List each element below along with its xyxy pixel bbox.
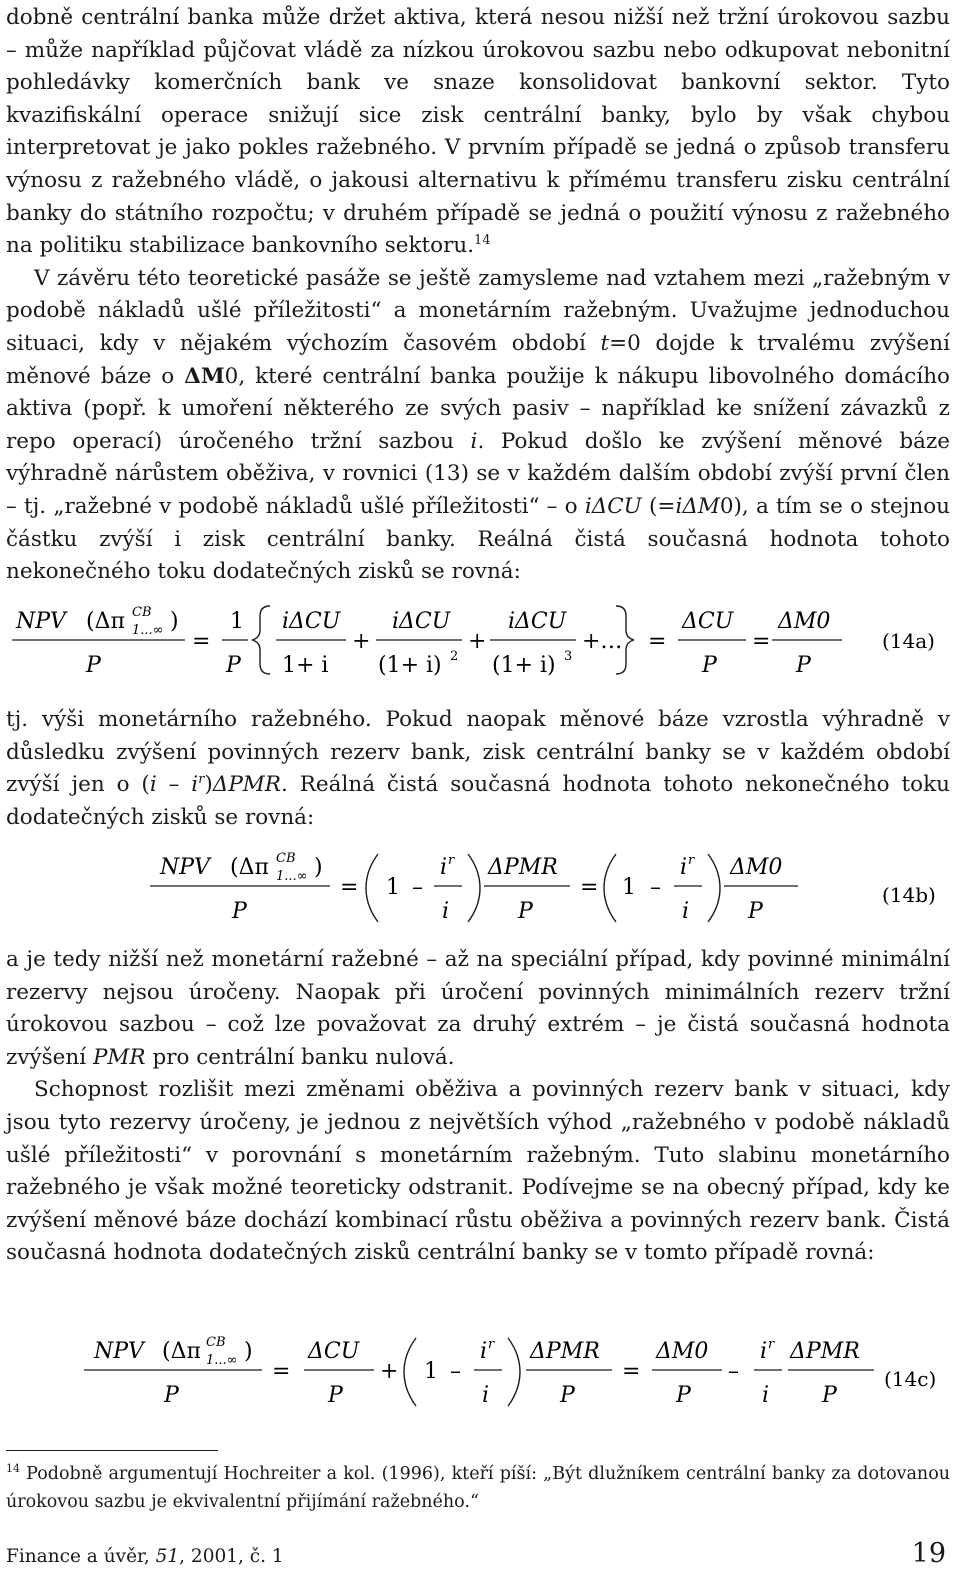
body-text-block-3 <box>6 944 950 1270</box>
var-r-sup: r <box>198 772 205 788</box>
var-i-2: i <box>149 772 157 798</box>
eq14c-npv: NPV <box>94 1339 144 1364</box>
eq14a-num-2: iΔCU <box>392 609 451 634</box>
eq14c-label: (14c) <box>884 1367 937 1391</box>
eq14b-dm0: ΔM0 <box>730 855 783 880</box>
var-t: t <box>600 330 610 356</box>
eq14b-eq-2: = <box>580 875 599 900</box>
eq14c-one: 1 <box>424 1359 438 1384</box>
eq14a-exp-2: 2 <box>450 649 459 664</box>
eq14a-p-2: P <box>226 653 241 678</box>
eq14b-sup: CB <box>276 851 296 866</box>
eq14c-dpmr-2: ΔPMR <box>790 1339 860 1364</box>
page-number: 19 <box>911 1538 946 1569</box>
eq14c-p-4: P <box>676 1383 691 1408</box>
eq14c-sub: 1...∞ <box>206 1353 238 1368</box>
eq14a-dm0: ΔM0 <box>778 609 831 634</box>
eq14c-close: ) <box>244 1339 253 1364</box>
paragraph-2-text-e: (= <box>641 493 676 519</box>
journal-volume: 51 <box>155 1546 180 1567</box>
journal-name: Finance a úvěr, <box>6 1546 156 1567</box>
body-text-block-1 <box>6 2 950 589</box>
eq14b-r-sup: r <box>448 853 455 868</box>
eq14c-p-5: P <box>822 1383 837 1408</box>
eq14c-r-sup-2: r <box>768 1337 775 1352</box>
var-pmr: PMR <box>92 1044 146 1070</box>
eq14a-den-1: 1+ i <box>282 653 329 678</box>
eq14a-sub: 1...∞ <box>132 623 164 638</box>
eq14a-close: ) <box>170 609 179 634</box>
eq14c-right-paren <box>508 1338 520 1406</box>
eq14b-right-paren-1 <box>468 854 480 922</box>
eq14b-sub: 1...∞ <box>276 869 308 884</box>
paragraph-2-text-a: V závěru této teoretické pasáže se ještě zamysleme nad vztahem mezi „ražebným v podobě nákladů ušlé příležitosti“ a monetárním ražebným. Uvažujme jednoduchou situaci, kdy v nějakém výchozím časovém období <box>6 265 950 356</box>
eq14b-dpmr: ΔPMR <box>488 855 558 880</box>
equation-14b <box>0 842 960 930</box>
paragraph-1 <box>6 2 950 263</box>
journal-year-issue: , 2001, č. 1 <box>179 1546 284 1567</box>
eq14c-i-den-2: i <box>762 1383 770 1408</box>
eq14a-label: (14a) <box>882 629 935 653</box>
eq14a-num-1: iΔCU <box>282 609 341 634</box>
eq14b-p-2: P <box>518 899 533 924</box>
paragraph-4-text-a: a je tedy nižší než monetární ražebné – až na speciální případ, kdy povinné minimální rezervy nejsou úročeny. Naopak při úročení povinných minimálních rezerv tržní úrokovou sazbou – což lze považovat za druhý extrém – je čistá současná hodnota zvýšení <box>6 947 950 1070</box>
paragraph-2-text-f: 0), a tím se o stejnou částku zvýší i zisk centrální banky. Reálná čistá současná hodnota tohoto nekonečného toku dodatečných zisků se rovná: <box>6 493 950 585</box>
footnote-text: Podobně argumentují Hochreiter a kol. (1996), kteří píší: „Být dlužníkem centrální banky za dotovanou úrokovou sazbu je ekvivalentní přijímání ražebného.“ <box>6 1464 950 1512</box>
eq14b-r-sup-2: r <box>688 853 695 868</box>
eq14c-delta-pi: (Δπ <box>162 1339 201 1364</box>
eq14c-p: P <box>164 1383 179 1408</box>
eq14c-minus: – <box>450 1359 461 1384</box>
eq14b-one: 1 <box>386 875 400 900</box>
eq14c-left-paren <box>404 1338 416 1406</box>
paragraph-2 <box>6 263 950 589</box>
eq14c-eq-1: = <box>272 1359 291 1384</box>
paragraph-5: Schopnost rozlišit mezi změnami oběživa a povinných rezerv bank v situaci, kdy jsou tyto rezervy úročeny, je jednou z největších výhod „ražebného v podobě nákladů ušlé příležitosti“ v porovnání s monetárním ražebným. Tuto slabinu monetárního ražebného je však možné teoreticky odstranit. Podívejme se na obecný případ, kdy ke zvýšení měnové báze dochází kombinací růstu oběživa a povinných rezerv bank. Čistá současná hodnota dodatečných zisků centrální banky se v tomto případě rovná: <box>6 1077 950 1266</box>
var-i-delta-cu: iΔCU <box>584 493 642 519</box>
eq14b-right-paren-2 <box>708 854 720 922</box>
var-delta-pmr: ΔPMR <box>212 772 281 798</box>
eq14b-eq-1: = <box>340 875 359 900</box>
eq14a-dcu: ΔCU <box>682 609 734 634</box>
eq14a-ellipsis: +… <box>582 629 623 654</box>
eq14c-i-num-2: i <box>760 1339 768 1364</box>
var-i: i <box>470 428 478 454</box>
eq14a-den-2: (1+ i) <box>378 653 442 678</box>
eq14b-delta-pi: (Δπ <box>230 855 269 880</box>
eq14a-lhs <box>12 605 185 678</box>
paragraph-3-text-a: tj. výši monetárního ražebného. Pokud naopak měnové báze vzrostla výhradně v důsledku zvýšení povinných rezerv bank, zisk centrální banky se v každém období zvýší jen o ( <box>6 707 950 798</box>
footnote-14 <box>6 1460 950 1516</box>
eq14b-i-num: i <box>440 855 448 880</box>
paragraph-3-text-d: . Reálná čistá současná hodnota tohoto nekonečného toku dodatečných zisků se rovná: <box>6 772 950 830</box>
eq14c-p-2: P <box>328 1383 343 1408</box>
footnote-mark[interactable]: 14 <box>474 233 491 248</box>
eq14c-i-den: i <box>482 1383 490 1408</box>
eq14a-eq-1: = <box>192 629 211 654</box>
eq14b-npv: NPV <box>160 855 210 880</box>
eq14a-plus-2: + <box>468 629 487 654</box>
paragraph-4-text-b: pro centrální banku nulová. <box>145 1044 455 1070</box>
equation-14c <box>0 1326 960 1416</box>
eq14b-p-3: P <box>748 899 763 924</box>
eq14c-p-3: P <box>560 1383 575 1408</box>
eq14b-label: (14b) <box>882 883 936 907</box>
eq14a-left-brace <box>252 606 270 674</box>
eq14b-close: ) <box>314 855 323 880</box>
eq14b-i-den-2: i <box>682 899 690 924</box>
eq14a-plus-1: + <box>352 629 371 654</box>
footnote-rule <box>6 1450 218 1451</box>
eq14a-npv: NPV <box>16 609 66 634</box>
eq14b-left-paren-1 <box>366 854 378 922</box>
eq14a-eq-2: = <box>648 629 667 654</box>
paragraph-3-text-c: ) <box>204 772 213 798</box>
eq14a-p: P <box>86 653 101 678</box>
eq14c-r-sup: r <box>488 1337 495 1352</box>
paragraph-3-text-b: – <box>156 772 192 798</box>
eq14a-sup: CB <box>132 605 152 620</box>
paragraph-2-text-d: . Pokud došlo ke zvýšení měnové báze výhradně nárůstem oběživa, v rovnici (13) se v každém dalším období zvýší první člen – tj. „ražebné v podobě nákladů ušlé příležitosti“ – o <box>6 428 950 519</box>
eq14b-left-paren-2 <box>604 854 616 922</box>
eq14c-dcu: ΔCU <box>308 1339 360 1364</box>
body-text-block-2 <box>6 704 950 834</box>
var-i-delta-m0: iΔM <box>675 493 720 519</box>
eq14c-plus: + <box>380 1359 399 1384</box>
paragraph-4 <box>6 944 950 1074</box>
equation-14a <box>0 596 960 684</box>
var-i-r: i <box>191 772 199 798</box>
eq14c-dm0: ΔM0 <box>656 1339 709 1364</box>
paragraph-3 <box>6 704 950 834</box>
eq14b-minus-2: – <box>650 875 661 900</box>
eq14a-den-3: (1+ i) <box>492 653 556 678</box>
eq14c-dpmr: ΔPMR <box>530 1339 600 1364</box>
eq14b-i-num-2: i <box>680 855 688 880</box>
paragraph-2-text-b: =0 dojde k trvalému zvýšení měnové báze o <box>6 330 950 389</box>
eq14b-one-2: 1 <box>622 875 636 900</box>
eq14c-sup: CB <box>206 1335 226 1350</box>
eq14a-one: 1 <box>230 609 244 634</box>
eq14a-p-3: P <box>702 653 717 678</box>
eq14a-p-4: P <box>796 653 811 678</box>
var-delta-m0: ΔM <box>184 363 225 389</box>
eq14c-i-num: i <box>480 1339 488 1364</box>
eq14c-minus-2: – <box>728 1359 739 1384</box>
paragraph-1-text: dobně centrální banka může držet aktiva, která nesou nižší než tržní úrokovou sazbu – může například půjčovat vládě za nízkou úrokovou sazbu nebo odkupovat nebonitní pohledávky komerčních bank ve snaze konsolidovat bankovní sektor. Tyto kvazifiskální operace snižují sice zisk centrální banky, bylo by však chybou interpretovat je jako pokles ražebného. V prvním případě se jedná o způsob transferu výnosu z ražebného vládě, o jakousi alternativu k přímému transferu zisku centrální banky do státního rozpočtu; v druhém případě se jedná o použití výnosu z ražebného na politiku stabilizace bankovního sektoru. <box>6 5 950 259</box>
eq14a-num-3: iΔCU <box>508 609 567 634</box>
eq14a-eq-3: = <box>752 629 771 654</box>
footnote-number: 14 <box>6 1462 20 1476</box>
eq14a-exp-3: 3 <box>564 649 573 664</box>
journal-citation <box>6 1546 284 1567</box>
eq14b-minus: – <box>412 875 423 900</box>
paragraph-2-text-c: 0, které centrální banka použije k nákupu libovolného domácího aktiva (popř. k umoření některého ze svých pasiv – například ke snížení závazků z repo operací) úročeného tržní sazbou <box>6 363 950 454</box>
eq14b-p: P <box>232 899 247 924</box>
eq14b-i-den: i <box>442 899 450 924</box>
eq14c-eq-2: = <box>622 1359 641 1384</box>
eq14a-delta-pi: (Δπ <box>86 609 125 634</box>
